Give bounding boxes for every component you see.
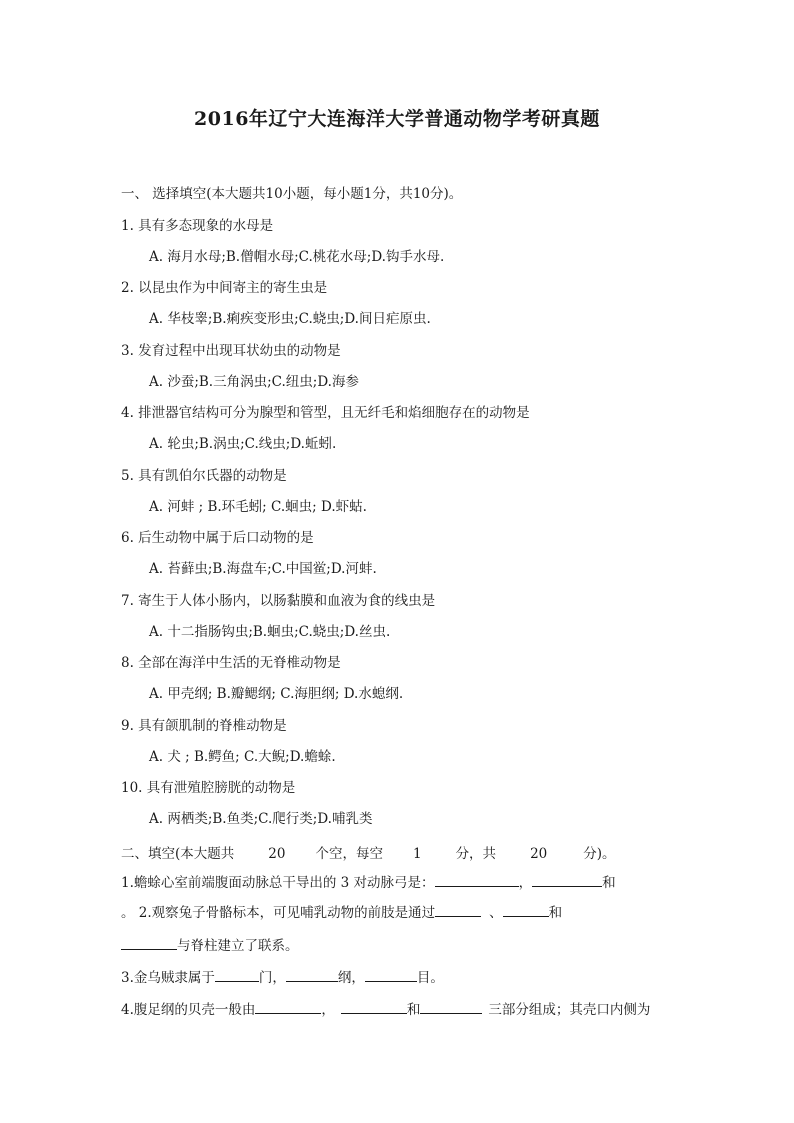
fill-question-4 (121, 999, 650, 1020)
question-1: 1. 具有多态现象的水母是 (121, 218, 274, 234)
section2-total: 20 (530, 846, 548, 862)
conjunction: 和 (548, 905, 563, 921)
question-1-options: A. 海月水母;B.僧帽水母;C.桃花水母;D.钩手水母. (149, 249, 445, 265)
answer-blank[interactable] (215, 967, 259, 982)
page-title: 2016年辽宁大连海洋大学普通动物学考研真题 (194, 108, 600, 130)
question-4: 4. 排泄器官结构可分为腺型和管型，且无纤毛和焰细胞存在的动物是 (121, 405, 530, 421)
section1-heading: 一、 选择填空(本大题共10小题，每小题1分，共10分)。 (121, 186, 463, 202)
question-5: 5. 具有凯伯尔氏器的动物是 (121, 468, 287, 484)
section2-heading (121, 844, 616, 864)
question-7: 7. 寄生于人体小肠内，以肠黏膜和血液为食的线虫是 (121, 593, 436, 609)
question-10: 10. 具有泄殖腔膀胱的动物是 (121, 780, 296, 796)
answer-blank[interactable] (503, 902, 549, 917)
conjunction: 和 (602, 875, 616, 891)
suffix-class: 纲， (337, 970, 365, 986)
answer-blank[interactable] (532, 872, 602, 887)
fill-question-3-text: 3.金乌贼隶属于 (121, 970, 215, 986)
answer-blank[interactable] (435, 902, 481, 917)
fill-question-2-lead: 。 2.观察兔子骨骼标本，可见哺乳动物的前肢是通过 (121, 905, 436, 921)
question-8-options: A. 甲壳纲; B.瓣鳃纲; C.海胆纲; D.水螅纲. (149, 686, 404, 702)
section2-blank-count: 20 (268, 846, 286, 862)
question-7-options: A. 十二指肠钩虫;B.蛔虫;C.蛲虫;D.丝虫. (149, 624, 391, 640)
question-6: 6. 后生动物中属于后口动物的是 (121, 530, 314, 546)
separator: ， (321, 1002, 335, 1018)
answer-blank[interactable] (286, 967, 338, 982)
question-9-options: A. 犬 ; B.鳄鱼; C.大鲵;D.蟾蜍. (149, 749, 336, 765)
question-3-options: A. 沙蚕;B.三角涡虫;C.纽虫;D.海参 (149, 374, 359, 390)
conjunction: 和 (406, 1002, 421, 1018)
fill-question-2-tail: 与脊柱建立了联系。 (177, 938, 299, 954)
answer-blank[interactable] (255, 999, 321, 1014)
section2-heading-mid1: 个空，每空 (315, 846, 383, 862)
answer-blank[interactable] (341, 999, 407, 1014)
fill-question-1-text: 1.蟾蜍心室前端腹面动脉总干导出的 3 对动脉弓是： (121, 875, 435, 891)
question-6-options: A. 苔藓虫;B.海盘车;C.中国鲎;D.河蚌. (149, 561, 377, 577)
question-10-options: A. 两栖类;B.鱼类;C.爬行类;D.哺乳类 (149, 811, 373, 827)
question-3: 3. 发育过程中出现耳状幼虫的动物是 (121, 343, 341, 359)
answer-blank[interactable] (365, 967, 417, 982)
section2-heading-suffix: 分)。 (583, 846, 616, 862)
suffix-order: 目。 (416, 970, 444, 986)
answer-blank[interactable] (420, 999, 482, 1014)
section2-heading-mid2: 分，共 (455, 846, 497, 862)
suffix-phylum: 门， (258, 970, 286, 986)
separator: ， (518, 875, 533, 891)
fill-question-4-text: 4.腹足纲的贝壳一般由 (121, 1002, 256, 1018)
section2-points-each: 1 (412, 846, 422, 862)
question-2-options: A. 华枝睾;B.痢疾变形虫;C.蛲虫;D.间日疟原虫. (149, 311, 431, 327)
section2-heading-prefix: 二、填空(本大题共 (121, 846, 235, 862)
answer-blank[interactable] (121, 935, 177, 950)
question-2: 2. 以昆虫作为中间寄主的寄生虫是 (121, 280, 328, 296)
question-8: 8. 全部在海洋中生活的无脊椎动物是 (121, 655, 341, 671)
fill-question-4-tail: 三部分组成；其壳口内侧为 (488, 1002, 651, 1018)
fill-question-2-continued (121, 935, 299, 956)
separator: 、 (489, 905, 503, 921)
question-9: 9. 具有颌肌制的脊椎动物是 (121, 718, 287, 734)
fill-question-1 (121, 872, 616, 893)
question-5-options: A. 河蚌 ; B.环毛蚓; C.蛔虫; D.虾蛄. (149, 499, 367, 515)
answer-blank[interactable] (435, 872, 519, 887)
question-4-options: A. 轮虫;B.涡虫;C.线虫;D.蚯蚓. (149, 436, 337, 452)
fill-question-2 (121, 902, 562, 923)
fill-question-3 (121, 967, 444, 988)
